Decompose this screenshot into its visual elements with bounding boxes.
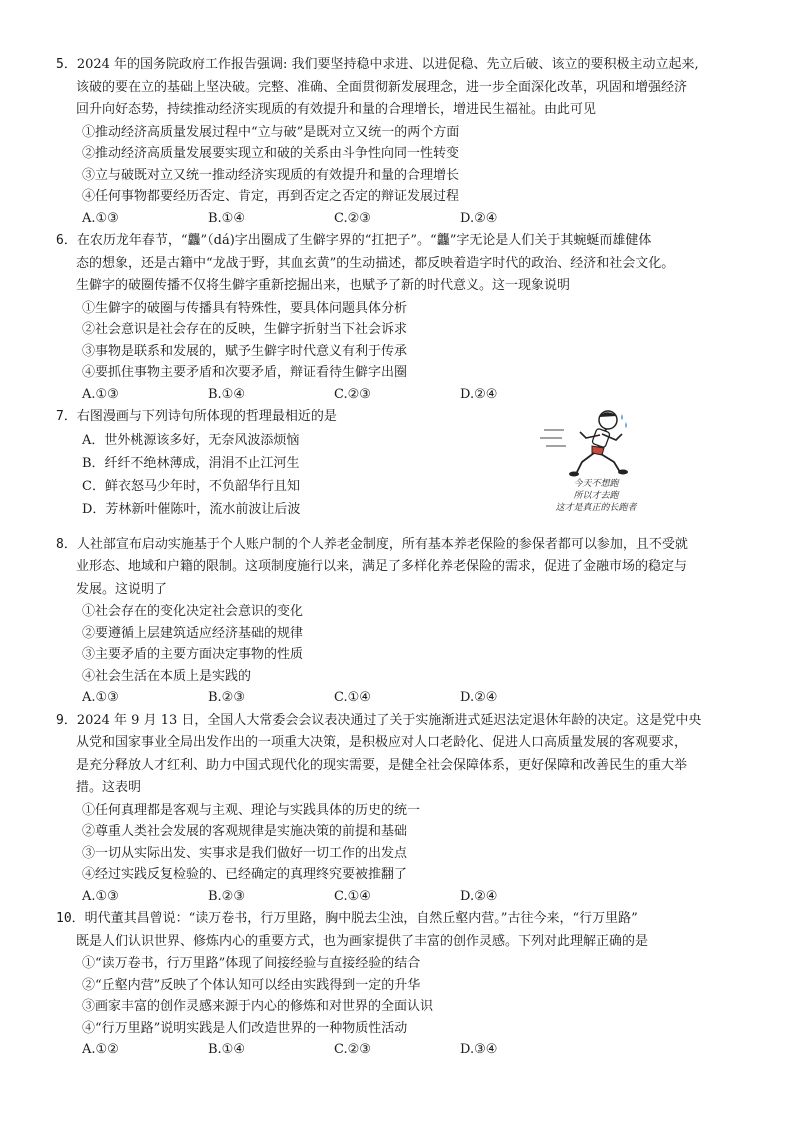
- choice-d[interactable]: D.②④: [460, 210, 498, 226]
- question-number: 6．: [56, 233, 77, 248]
- choice-d[interactable]: D.③④: [460, 1042, 498, 1057]
- question-number: 5．: [56, 57, 77, 72]
- question-9: [56, 710, 756, 908]
- choice-d[interactable]: D.②④: [460, 386, 498, 402]
- statement-3: ③事物是联系和发展的，赋予生僻字时代意义有利于传承: [82, 343, 408, 359]
- statement-4: ④经过实践反复检验的、已经确定的真理终究要被推翻了: [82, 867, 408, 882]
- question-6: [56, 230, 756, 405]
- statement-3: ③立与破既对立又统一推动经济实现质的有效提升和量的合理增长: [82, 167, 460, 183]
- statement-1: ①任何真理都是客观与主观、理论与实践具体的历史的统一: [82, 802, 421, 818]
- statement-1: ①社会存在的变化决定社会意识的变化: [82, 604, 304, 619]
- statement-4: ④社会生活在本质上是实践的: [82, 668, 252, 684]
- runner-figure-icon: [536, 408, 656, 478]
- statement-2: ②推动经济高质量发展要实现立和破的关系由斗争性向同一性转变: [82, 146, 460, 161]
- question-stem: 10．明代董其昌曾说：“读万卷书，行万里路，胸中脱去尘浊，自然丘壑内营。”古往今来，“行万里路” 既是人们认识世界、修炼内心的重要方式，也为画家提供了丰富的创作灵感。下列对此理解正确的是: [56, 911, 649, 949]
- choice-b[interactable]: B.②③: [208, 888, 245, 904]
- choice-a[interactable]: A.①③: [82, 690, 119, 705]
- statement-2: ②尊重人类社会发展的客观规律是实施决策的前提和基础: [82, 824, 408, 839]
- option-c[interactable]: C．鲜衣怒马少年时，不负韶华行且知: [82, 478, 300, 494]
- running-comic-illustration: [536, 408, 656, 526]
- question-number: 9．: [56, 712, 77, 728]
- question-10: [56, 908, 756, 1061]
- choice-c[interactable]: C.①④: [334, 690, 371, 705]
- choice-a[interactable]: A.①③: [82, 386, 119, 402]
- option-d[interactable]: D．芳林新叶催陈叶，流水前波让后波: [82, 501, 301, 517]
- question-number: 7．: [56, 409, 77, 424]
- exam-page: [56, 54, 756, 1062]
- statement-1: ①生僻字的破圈与传播具有特殊性，要具体问题具体分析: [82, 300, 408, 316]
- choice-c[interactable]: C.②③: [334, 386, 371, 402]
- statement-3: ③画家丰富的创作灵感来源于内心的修炼和对世界的全面认识: [82, 999, 434, 1014]
- question-stem: 9．2024 年 9 月 13 日，全国人大常委会会议表决通过了关于实施渐进式延迟法定退休年龄的决定。这是党中央 从党和国家事业全局出发作出的一项重大决策，是积极应对人口老龄化、促进人口高质量发展的客观要求， 是充分释放人才红利、助力中国式现代化的现实需要，是健全社会保障体系，更好保障和改善民生的重大举 措。这表明: [56, 712, 702, 795]
- choice-a[interactable]: A.①③: [82, 210, 119, 226]
- statement-1: ①推动经济高质量发展过程中“立与破”是既对立又统一的两个方面: [82, 124, 460, 140]
- choice-c[interactable]: C.②③: [334, 1042, 371, 1057]
- choice-a[interactable]: A.①②: [82, 1042, 119, 1057]
- statement-2: ②社会意识是社会存在的反映，生僻字折射当下社会诉求: [82, 322, 408, 337]
- question-stem: 7．右图漫画与下列诗句所体现的哲理最相近的是: [56, 409, 337, 424]
- statement-4: ④“行万里路”说明实践是人们改造世界的一种物质性活动: [82, 1020, 408, 1036]
- question-number: 8．: [56, 536, 77, 552]
- statement-3: ③一切从实际出发、实事求是我们做好一切工作的出发点: [82, 845, 408, 861]
- comic-caption: 今天不想跑 所以才去跑 这才是真正的长跑者: [555, 479, 637, 513]
- question-stem: 8．人社部宣布启动实施基于个人账户制的个人养老金制度，所有基本养老保险的参保者都可以参加，且不受就 业形态、地域和户籍的限制。这项制度施行以来，满足了多样化养老保险的需求，促进了金融市场的稳定与 发展。这说明了: [56, 536, 688, 597]
- choice-b[interactable]: B.①④: [208, 210, 245, 226]
- choice-c[interactable]: C.②③: [334, 210, 371, 226]
- statement-3: ③主要矛盾的主要方面决定事物的性质: [82, 647, 304, 662]
- choice-d[interactable]: D.②④: [460, 690, 498, 705]
- question-7: [56, 406, 756, 521]
- option-a[interactable]: A．世外桃源该多好，无奈风波添烦恼: [82, 432, 300, 448]
- question-stem: 5．2024 年的国务院政府工作报告强调: 我们要坚持稳中求进、以进促稳、先立后破、该立的要积极主动立起来, 该破的要在立的基础上坚决破。完整、准确、全面贯彻新发展理念，进一步全面深化改革，巩固和增强经济 回升向好态势，持续推动经济实现质的有效提升和量的合理增长，增进民生福祉。由此可见: [56, 57, 699, 117]
- question-stem: 6．在农历龙年春节，“龘”（dá)字出圈成了生僻字界的“扛把子”。“龘”字无论是人们关于其蜿蜒而雄健体 态的想象，还是古籍中“龙战于野，其血玄黄”的生动描述，都反映着造字时代的政治、经济和社会文化。 生僻字的破圈传播不仅将生僻字重新挖掘出来，也赋予了新的时代意义。这一现象说明: [56, 233, 675, 293]
- choice-b[interactable]: B.①④: [208, 386, 245, 402]
- choice-b[interactable]: B.①④: [208, 1042, 245, 1057]
- choice-a[interactable]: A.①③: [82, 888, 119, 904]
- question-5: [56, 54, 756, 229]
- answer-choices: [56, 208, 756, 230]
- statement-4: ④要抓住事物主要矛盾和次要矛盾，辩证看待生僻字出圈: [82, 365, 408, 380]
- statement-1: ①“读万卷书，行万里路”体现了间接经验与直接经验的结合: [82, 956, 421, 971]
- answer-choices: [56, 384, 756, 406]
- answer-choices: [56, 886, 756, 908]
- answer-choices: [56, 1039, 756, 1061]
- statement-2: ②“丘壑内营”反映了个体认知可以经由实践得到一定的升华: [82, 977, 421, 993]
- answer-choices: [56, 687, 756, 709]
- option-b[interactable]: B．纤纤不绝林薄成，涓涓不止江河生: [82, 455, 300, 471]
- choice-d[interactable]: D.②④: [460, 888, 498, 904]
- question-8: [56, 534, 756, 709]
- question-number: 10．: [56, 911, 85, 926]
- statement-2: ②要遵循上层建筑适应经济基础的规律: [82, 625, 304, 641]
- choice-b[interactable]: B.②③: [208, 690, 245, 705]
- choice-c[interactable]: C.①④: [334, 888, 371, 904]
- statement-4: ④任何事物都要经历否定、肯定，再到否定之否定的辩证发展过程: [82, 189, 460, 204]
